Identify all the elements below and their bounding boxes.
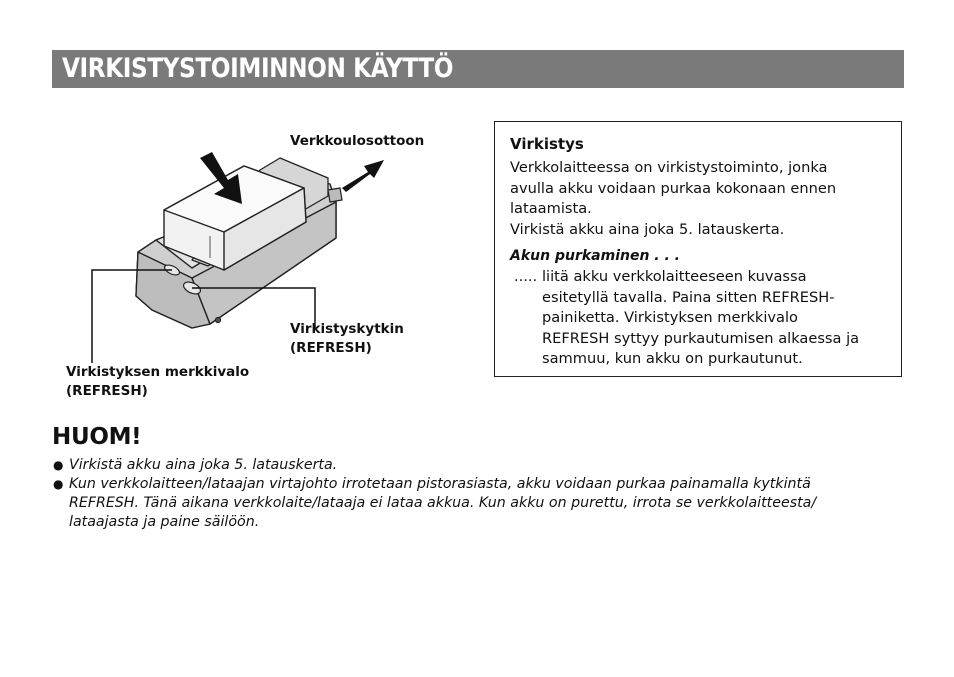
step-text bbox=[542, 267, 887, 370]
discharge-step bbox=[510, 267, 887, 370]
page-title: VIRKISTYSTOIMINNON KÄYTTÖ bbox=[62, 53, 454, 84]
label-refresh-switch-line2: (REFRESH) bbox=[290, 340, 372, 356]
bullet-icon: ● bbox=[53, 458, 64, 472]
info-line: avulla akku voidaan purkaa kokonaan ennen bbox=[510, 179, 837, 197]
step-line: esitetyllä tavalla. Paina sitten REFRESH- bbox=[542, 288, 835, 306]
label-refresh-lamp-line1: Virkistyksen merkkivalo bbox=[66, 364, 250, 380]
label-refresh-lamp-line2: (REFRESH) bbox=[66, 383, 148, 399]
step-line: sammuu, kun akku on purkautunut. bbox=[542, 350, 803, 367]
bullet-icon: ● bbox=[53, 477, 64, 491]
label-refresh-switch-line1: Virkistyskytkin bbox=[290, 321, 404, 337]
step-line: REFRESH syttyy purkautumisen alkaessa ja bbox=[542, 329, 860, 347]
notes-list bbox=[52, 456, 902, 532]
note-line: REFRESH. Tänä aikana verkkolaite/lataaja ei lataa akkua. Kun akku on purettu, irrota se verkkolaitteesta/ bbox=[69, 495, 817, 511]
outlet-arrow bbox=[342, 160, 384, 192]
note-heading: HUOM! bbox=[52, 424, 142, 450]
info-line: Virkistä akku aina joka 5. latauskerta. bbox=[510, 220, 785, 238]
info-box-title: Virkistys bbox=[510, 135, 584, 153]
note-item bbox=[52, 475, 902, 532]
label-outlet: Verkkoulosottoon bbox=[290, 133, 425, 149]
step-line: painiketta. Virkistyksen merkkivalo bbox=[542, 309, 798, 326]
note-line: lataajasta ja paine säilöön. bbox=[69, 514, 260, 530]
label-refresh-switch bbox=[290, 320, 404, 358]
note-item bbox=[52, 456, 902, 475]
note-line: Kun verkkolaitteen/lataajan virtajohto irrotetaan pistorasiasta, akku voidaan purkaa painamalla kytkintä bbox=[69, 476, 811, 492]
info-box-refresh bbox=[494, 121, 902, 377]
info-line: lataamista. bbox=[510, 200, 592, 217]
info-box-subheading: Akun purkaminen . . . bbox=[510, 248, 680, 264]
charger-illustration bbox=[60, 128, 440, 408]
info-box-text bbox=[510, 158, 887, 240]
label-refresh-lamp bbox=[66, 363, 249, 401]
info-line: Verkkolaitteessa on virkistystoiminto, jonka bbox=[510, 159, 828, 176]
title-bar bbox=[52, 50, 904, 88]
step-line: liitä akku verkkolaitteeseen kuvassa bbox=[542, 268, 807, 285]
step-prefix: ..... bbox=[514, 268, 538, 285]
note-line: Virkistä akku aina joka 5. latauskerta. bbox=[69, 457, 338, 473]
power-socket bbox=[328, 188, 342, 202]
